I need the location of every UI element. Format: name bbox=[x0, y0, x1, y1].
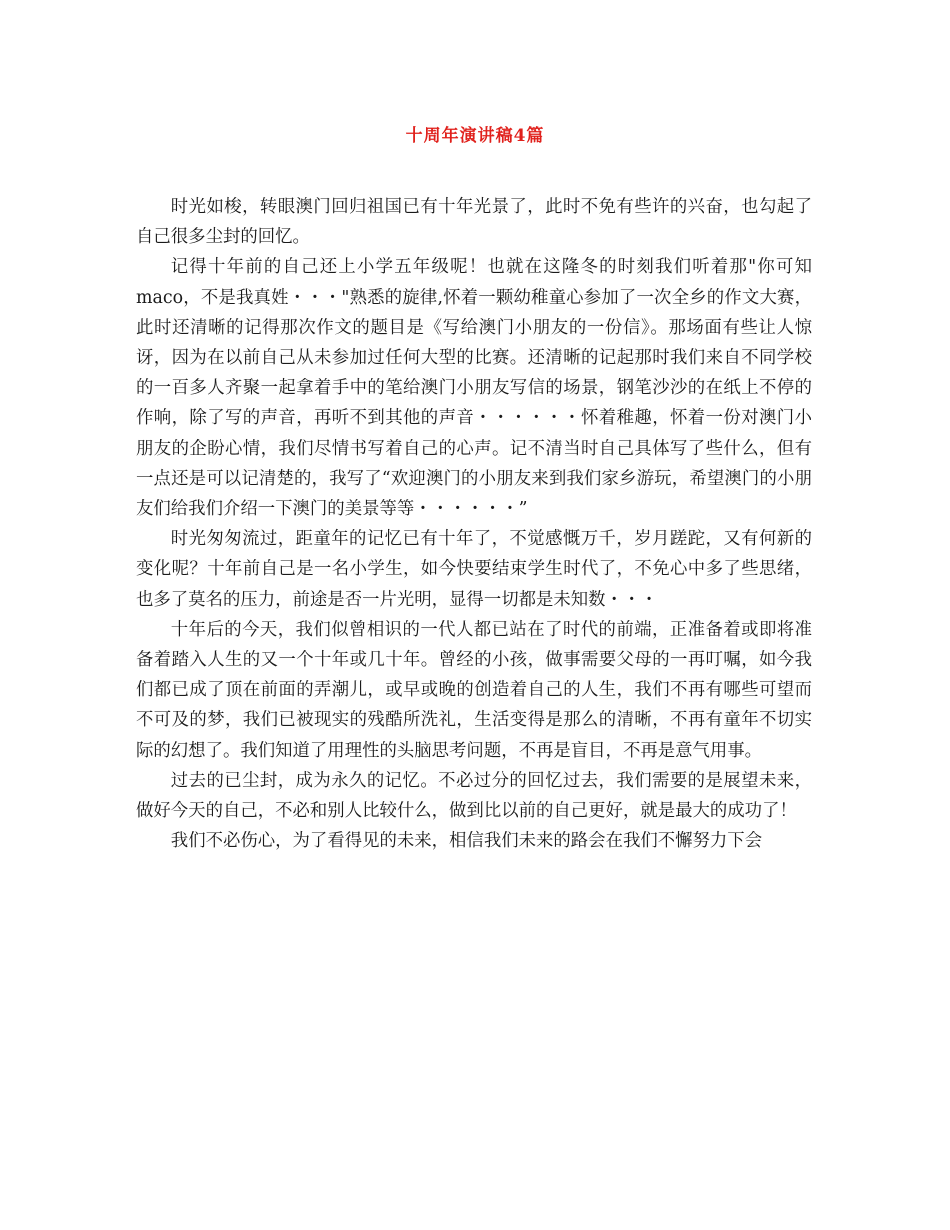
paragraph: 过去的已尘封，成为永久的记忆。不必过分的回忆过去，我们需要的是展望未来，做好今天的自己，不必和别人比较什么，做到比以前的自己更好，就是最大的成功了！ bbox=[136, 770, 812, 822]
document-body bbox=[136, 192, 812, 856]
paragraph: 记得十年前的自己还上小学五年级呢！也就在这隆冬的时刻我们听着那"你可知maco，不是我真姓・・・"熟悉的旋律,怀着一颗幼稚童心参加了一次全乡的作文大赛，此时还清晰的记得那次作文的题目是《写给澳门小朋友的一份信》。那场面有些让人惊讶，因为在以前自己从未参加过任何大型的比赛。还清晰的记起那时我们来自不同学校的一百多人齐聚一起拿着手中的笔给澳门小朋友写信的场景，钢笔沙沙的在纸上不停的作响，除了写的声音，再听不到其他的声音・・・・・・怀着稚趣，怀着一份对澳门小朋友的企盼心情，我们尽情书写着自己的心声。记不清当时自己具体写了些什么，但有一点还是可以记清楚的，我写了“欢迎澳门的小朋友来到我们家乡游玩，希望澳门的小朋友们给我们介绍一下澳门的美景等等・・・・・・” bbox=[136, 257, 812, 520]
paragraph: 十年后的今天，我们似曾相识的一代人都已站在了时代的前端，正准备着或即将准备着踏入人生的又一个十年或几十年。曾经的小孩，做事需要父母的一再叮嘱，如今我们都已成了顶在前面的弄潮儿，或早或晚的创造着自己的人生，我们不再有哪些可望而不可及的梦，我们已被现实的残酷所洗礼，生活变得是那么的清晰，不再有童年不切实际的幻想了。我们知道了用理性的头脑思考问题，不再是盲目，不再是意气用事。 bbox=[136, 619, 812, 761]
document-title: 十周年演讲稿4篇 bbox=[405, 126, 545, 146]
paragraph: 时光匆匆流过，距童年的记忆已有十年了，不觉感慨万千，岁月蹉跎，又有何新的变化呢？十年前自己是一名小学生，如今快要结束学生时代了，不免心中多了些思绪，也多了莫名的压力，前途是否一片光明，显得一切都是未知数・・・ bbox=[136, 529, 812, 610]
paragraph: 时光如梭，转眼澳门回归祖国已有十年光景了，此时不免有些许的兴奋，也勾起了自己很多尘封的回忆。 bbox=[136, 197, 812, 248]
paragraph: 我们不必伤心，为了看得见的未来，相信我们未来的路会在我们不懈努力下会 bbox=[170, 831, 763, 852]
